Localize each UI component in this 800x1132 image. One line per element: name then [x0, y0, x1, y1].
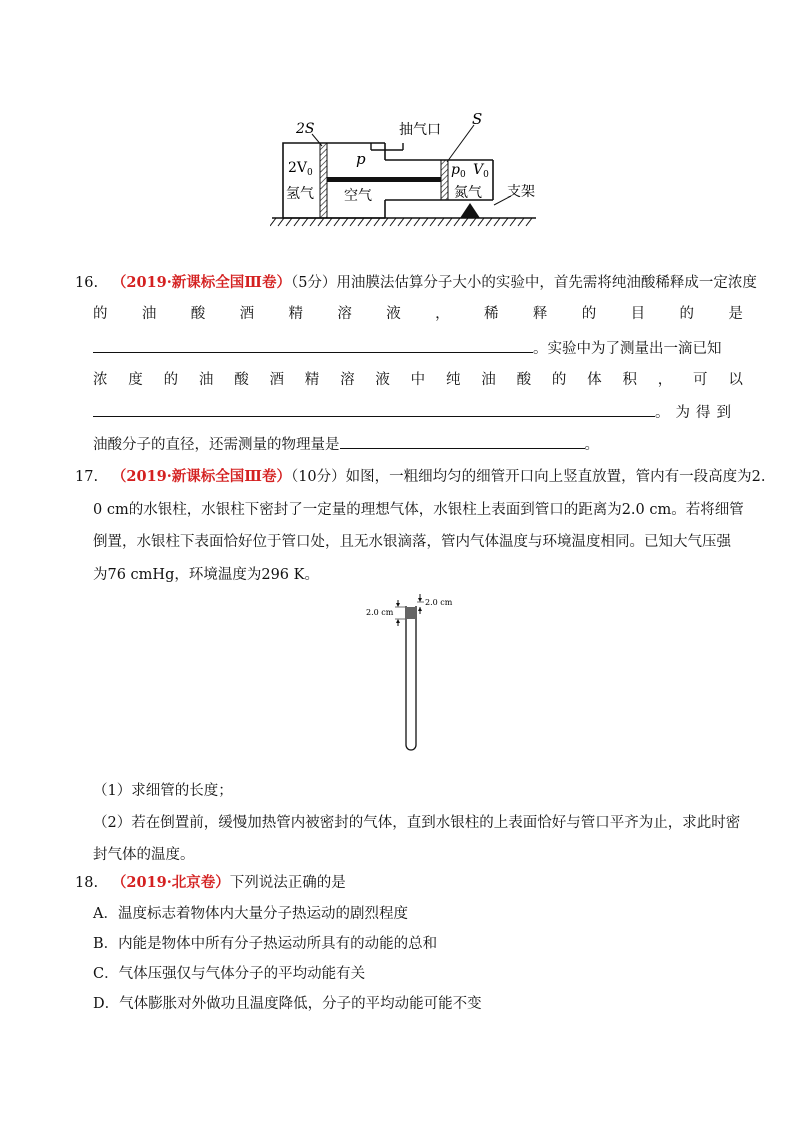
q17-sub1: （1）求细管的长度； [93, 783, 233, 799]
q18-option-c: C．气体压强仅与气体分子的平均动能有关 [93, 966, 366, 982]
q17-line2: 0 cm的水银柱，水银柱下密封了一定量的理想气体，水银柱上表面到管口的距离为2.0 cm。若将细管 [93, 502, 744, 518]
support-stand [460, 203, 480, 218]
q17-sub2-line1: （2）若在倒置前，缓慢加热管内被密封的气体，直到水银柱的上表面恰好与管口平齐为止，求此时密 [93, 815, 741, 831]
q18-option-b: B．内能是物体中所有分子热运动所具有的动能的总和 [93, 936, 438, 952]
dim-label-left: 2.0 cm [366, 608, 394, 617]
q16-line4: 浓 度 的 油 酸 酒 精 溶 液 中 纯 油 酸 的 体 积 ， 可 以 [93, 372, 743, 388]
q18-option-d: D．气体膨胀对外做功且温度降低，分子的平均动能可能不变 [93, 996, 482, 1012]
label-exhaust: 抽气口 [399, 122, 441, 138]
mercury-column [407, 607, 415, 619]
q16-line1 [75, 273, 757, 293]
large-piston [320, 143, 327, 218]
label-2V0: $2V_0$ [288, 160, 313, 178]
label-nitrogen: 氮气 [454, 185, 482, 201]
q18-option-a: A．温度标志着物体内大量分子热运动的剧烈程度 [93, 906, 408, 922]
tube-diagram [362, 592, 462, 757]
q16-source: （2019·新课标全国Ⅲ卷） [111, 274, 291, 291]
q16-line3: 。实验中为了测量出一滴已知 [93, 338, 743, 359]
thin-tube [406, 606, 416, 750]
q16-line6: 油酸分子的直径，还需测量的物理量是 。 [93, 434, 743, 455]
answer-blank [93, 338, 533, 353]
label-support: 支架 [507, 184, 535, 200]
q17-text1: （10分）如图，一粗细均匀的细管开口向上竖直放置，管内有一段高度为2. [290, 469, 766, 485]
q16-line5: 。为得到 [93, 402, 743, 423]
label-S: S [472, 110, 483, 128]
q17-line4: 为76 cmHg，环境温度为296 K。 [93, 567, 319, 583]
q17-source: （2019·新课标全国Ⅲ卷） [111, 468, 291, 485]
q16-number: 16. [75, 275, 99, 291]
q16-text1: （5分）用油膜法估算分子大小的实验中，首先需将纯油酸稀释成一定浓度 [290, 275, 757, 291]
label-p: p [356, 150, 366, 168]
q18-source: （2019·北京卷） [111, 874, 230, 891]
cylinder-diagram [270, 105, 540, 230]
label-V0: $V_0$ [473, 162, 489, 180]
label-air: 空气 [344, 188, 372, 204]
q17-line3: 倒置，水银柱下表面恰好位于管口处，且无水银滴落，管内气体温度与环境温度相同。已知大气压强 [93, 534, 731, 550]
q18-number: 18. [75, 875, 99, 891]
q17-number: 17. [75, 469, 99, 485]
dim-label-right: 2.0 cm [425, 598, 453, 607]
label-2S: 2S [296, 121, 315, 137]
label-hydrogen: 氢气 [286, 186, 314, 202]
q17-line1 [75, 467, 766, 487]
q18-stem: 下列说法正确的是 [229, 875, 346, 891]
q17-sub2-line2: 封气体的温度。 [93, 847, 195, 863]
q18-line1 [75, 873, 346, 893]
answer-blank [93, 402, 655, 417]
q16-line2: 的 油 酸 酒 精 溶 液 ， 稀 释 的 目 的 是 [93, 306, 743, 322]
small-piston [441, 160, 448, 200]
label-p0: $p_0$ [451, 162, 466, 180]
answer-blank [340, 434, 585, 449]
